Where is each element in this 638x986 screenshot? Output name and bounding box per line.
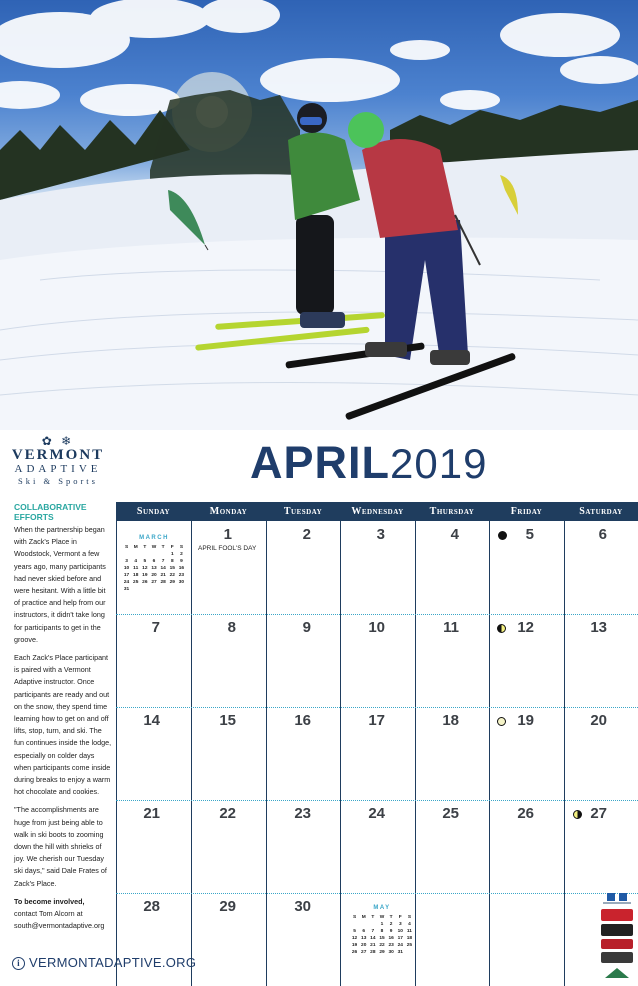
mini-day: 13	[151, 566, 157, 571]
sponsor-logos	[600, 892, 634, 983]
mini-day: 15	[169, 566, 175, 571]
week-divider	[116, 614, 638, 615]
grid-rule	[340, 521, 341, 986]
sidebar-cta-bold: To become involved,	[14, 896, 85, 906]
mini-day: 22	[379, 943, 385, 948]
mini-day: 4	[134, 559, 138, 564]
mini-head: M	[361, 915, 366, 920]
mini-head: S	[179, 545, 184, 550]
mini-day: 3	[398, 922, 402, 927]
mini-day	[140, 586, 149, 593]
day-13[interactable]: 13	[590, 619, 607, 636]
mini-head: W	[379, 915, 385, 920]
mini-day: 30	[178, 580, 185, 585]
mini-day: 10	[397, 929, 403, 934]
mini-day: 23	[178, 573, 185, 578]
mini-day: 29	[379, 950, 385, 955]
mini-day: 4	[408, 922, 411, 927]
snowflake-icon: ✿ ❄	[41, 434, 75, 448]
month-title: APRIL	[250, 437, 390, 488]
mini-day: 31	[397, 950, 403, 955]
mini-day: 12	[351, 936, 358, 941]
weekday-header-bar	[116, 502, 638, 521]
day-21[interactable]: 21	[143, 805, 160, 822]
mini-day	[140, 551, 149, 558]
mini-day	[159, 586, 168, 593]
grid-rule	[489, 521, 490, 986]
mini-day: 24	[397, 943, 403, 948]
mini-day: 11	[133, 566, 139, 571]
mini-day: 16	[388, 936, 394, 941]
sponsor-logo-red-2	[601, 939, 633, 949]
page-title	[250, 438, 487, 488]
day-24[interactable]: 24	[368, 805, 385, 822]
sponsor-logo-tires	[601, 952, 633, 963]
day-17[interactable]: 17	[368, 712, 385, 729]
mini-day	[131, 586, 140, 593]
mini-day	[359, 921, 368, 928]
day-18[interactable]: 18	[442, 712, 459, 729]
sponsor-logo-vermont	[601, 966, 633, 980]
weekday-thursday: Thursday	[429, 506, 475, 517]
mini-head: F	[170, 545, 174, 550]
day-11[interactable]: 11	[443, 619, 459, 636]
mini-day: 2	[389, 922, 393, 927]
calendar-body	[116, 521, 638, 986]
logo-line-3: Ski & Sports	[18, 476, 98, 486]
mini-head: T	[389, 915, 393, 920]
day-5[interactable]: 5	[525, 526, 534, 543]
mini-head: T	[371, 915, 375, 920]
info-icon: i	[12, 957, 25, 970]
mini-day: 25	[133, 580, 139, 585]
sponsor-logo-bluecross	[601, 892, 633, 906]
day-16[interactable]: 16	[294, 712, 311, 729]
sidebar-heading	[14, 502, 112, 522]
mini-head: M	[133, 545, 138, 550]
mini-day: 17	[123, 573, 130, 578]
day-2[interactable]: 2	[302, 526, 311, 543]
holiday-april-fools: APRIL FOOL'S DAY	[198, 545, 257, 552]
mini-day: 28	[370, 950, 376, 955]
day-10[interactable]: 10	[368, 619, 385, 636]
logo-line-1: VERMONT	[11, 447, 105, 463]
mini-day: 8	[170, 559, 174, 564]
mini-day: 20	[151, 573, 157, 578]
mini-day	[149, 551, 158, 558]
mini-day: 9	[389, 929, 393, 934]
day-4[interactable]: 4	[450, 526, 459, 543]
mini-day: 12	[142, 566, 148, 571]
sidebar-cta-contact: contact Tom Alcorn at south@vermontadaptive.org	[14, 909, 105, 931]
sidebar-paragraph-1: When the partnership began with Zack's Place in Woodstock, Vermont a few years ago, many participants had never skied before and were hesitant. With a little bit of practice and help from our instructors, it didn't take long for participants to get in the groove.	[14, 525, 106, 644]
mini-day: 27	[361, 950, 367, 955]
mini-day: 5	[353, 929, 356, 934]
day-26[interactable]: 26	[517, 805, 534, 822]
mini-day: 10	[123, 566, 130, 571]
mini-head: F	[398, 915, 402, 920]
mini-day: 8	[380, 929, 384, 934]
mini-day: 24	[123, 580, 130, 585]
mini-day: 6	[362, 929, 366, 934]
weekday-tuesday: Tuesday	[283, 506, 323, 517]
day-14[interactable]: 14	[143, 712, 160, 729]
mini-head: S	[407, 915, 412, 920]
mini-day: 18	[406, 936, 413, 941]
mini-day: 22	[169, 573, 175, 578]
day-3[interactable]: 3	[376, 526, 385, 543]
grid-rule	[266, 521, 267, 986]
day-7[interactable]: 7	[151, 619, 160, 636]
mini-day: 26	[351, 950, 358, 955]
mini-day: 1	[380, 922, 384, 927]
mini-day: 17	[397, 936, 403, 941]
mini-day: 15	[379, 936, 385, 941]
day-15[interactable]: 15	[219, 712, 236, 729]
mini-day: 21	[370, 943, 376, 948]
sidebar-cta	[14, 896, 112, 933]
weekday-sunday: Sunday	[136, 506, 171, 517]
vermont-adaptive-logo	[8, 434, 108, 487]
new-moon-icon	[498, 531, 507, 540]
mini-day: 14	[370, 936, 376, 941]
mini-day	[368, 921, 377, 928]
year-title: 2019	[390, 440, 488, 487]
mini-day: 16	[178, 566, 185, 571]
sidebar-paragraph-3: "The accomplishments are huge from just being able to walk in ski boots to zooming down the hill with shrieks of joy. We cherish our Tuesday ski days," said Dale Frates of Zack's Place.	[14, 805, 107, 888]
mini-day: 20	[361, 943, 367, 948]
sponsor-logo-red	[601, 909, 633, 921]
mini-day: 9	[180, 559, 183, 564]
weekday-saturday: Saturday	[579, 506, 623, 517]
mini-day: 5	[143, 559, 147, 564]
mini-day	[122, 551, 131, 558]
mini-day: 28	[160, 580, 166, 585]
mini-calendar-may	[350, 905, 414, 956]
grid-rule	[116, 521, 117, 986]
day-6[interactable]: 6	[598, 526, 607, 543]
day-27[interactable]: 27	[590, 805, 607, 822]
mini-calendar-march	[122, 535, 186, 593]
mini-day: 11	[406, 929, 412, 934]
mini-day: 7	[371, 929, 375, 934]
mini-day: 26	[142, 580, 148, 585]
day-23[interactable]: 23	[294, 805, 311, 822]
first-quarter-moon-icon	[497, 624, 506, 633]
mini-day	[168, 586, 177, 593]
week-divider	[116, 707, 638, 708]
day-28[interactable]: 28	[143, 898, 160, 915]
mini-day	[350, 921, 359, 928]
day-29[interactable]: 29	[219, 898, 236, 915]
sidebar-story	[14, 502, 112, 939]
mini-day	[405, 949, 414, 956]
mini-day: 30	[388, 950, 394, 955]
mini-head: S	[352, 915, 357, 920]
mini-head: T	[143, 545, 147, 550]
mini-head: W	[151, 545, 157, 550]
mini-day: 14	[160, 566, 166, 571]
mini-day	[159, 551, 168, 558]
mini-day	[149, 586, 158, 593]
day-22[interactable]: 22	[219, 805, 236, 822]
mini-day: 19	[351, 943, 358, 948]
mini-head: S	[124, 545, 129, 550]
mini-day: 18	[133, 573, 139, 578]
last-quarter-moon-icon	[573, 810, 582, 819]
mini-day: 29	[169, 580, 175, 585]
mini-day: 6	[152, 559, 156, 564]
week-divider	[116, 800, 638, 801]
mini-calendar-title: MARCH	[139, 535, 169, 541]
day-25[interactable]: 25	[442, 805, 459, 822]
logo-line-2: ADAPTIVE	[14, 463, 102, 475]
mini-day: 31	[123, 587, 130, 592]
mini-day: 25	[406, 943, 413, 948]
grid-rule	[564, 521, 565, 986]
week-divider	[116, 893, 638, 894]
mini-day: 21	[160, 573, 166, 578]
sidebar-heading-line-1: COLLABORATIVE	[14, 502, 87, 512]
sponsor-logo-dark	[601, 924, 633, 936]
grid-rule	[415, 521, 416, 986]
mini-day: 27	[151, 580, 157, 585]
day-19[interactable]: 19	[517, 712, 534, 729]
weekday-friday: Friday	[510, 506, 543, 517]
mini-day: 7	[161, 559, 165, 564]
mini-calendar-table	[122, 544, 186, 593]
weekday-wednesday: Wednesday	[351, 506, 404, 517]
hero-photo	[0, 0, 638, 430]
weekday-monday: Monday	[209, 506, 248, 517]
day-30[interactable]: 30	[294, 898, 311, 915]
sidebar-heading-line-2: EFFORTS	[14, 512, 54, 522]
day-12[interactable]: 12	[517, 619, 534, 636]
mini-day: 19	[142, 573, 148, 578]
mini-calendar-title: MAY	[373, 905, 391, 911]
mini-day	[131, 551, 140, 558]
website-url: VERMONTADAPTIVE.ORG	[29, 955, 197, 970]
day-1[interactable]: 1	[223, 526, 232, 543]
mini-day	[177, 586, 186, 593]
day-8[interactable]: 8	[227, 619, 236, 636]
mini-calendar-table	[350, 914, 414, 956]
mini-day: 2	[180, 552, 183, 557]
sidebar-paragraph-2: Each Zack's Place participant is paired with a Vermont Adaptive instructor. Once participants are ready and out on the snow, they spend time learning how to get on and off lifts, stop, turn, and ski. The fun continues inside the lodge, especially on colder days when participants come inside during breaks to enjoy a warm hot chocolate and cookies.	[14, 653, 112, 797]
mini-head: T	[161, 545, 165, 550]
mini-day: 1	[170, 552, 174, 557]
ski-scene-illustration	[0, 0, 638, 430]
mini-day: 13	[361, 936, 367, 941]
day-20[interactable]: 20	[590, 712, 607, 729]
day-9[interactable]: 9	[302, 619, 311, 636]
mini-day: 23	[388, 943, 394, 948]
grid-rule	[191, 521, 192, 986]
calendar-grid	[116, 502, 638, 986]
full-moon-icon	[497, 717, 506, 726]
mini-day: 3	[125, 559, 128, 564]
